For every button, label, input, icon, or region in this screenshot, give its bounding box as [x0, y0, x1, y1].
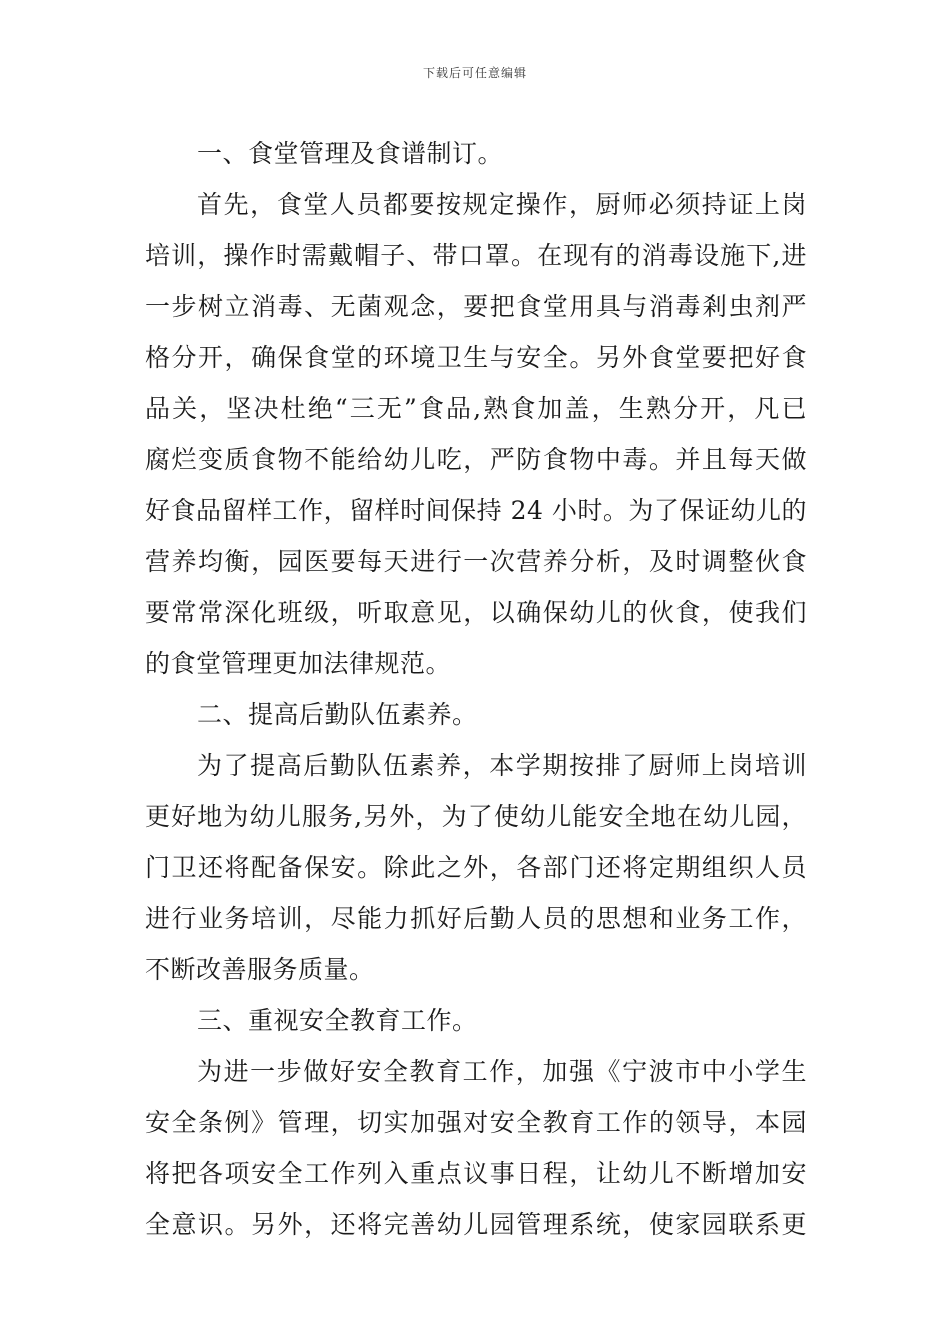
text-line: 好食品留样工作，留样时间保持 24 小时。为了保证幼儿的	[145, 496, 807, 525]
text-line: 一步树立消毒、无菌观念，要把食堂用具与消毒剎虫剂严	[145, 292, 807, 321]
text-line: 进行业务培训，尽能力抓好后勤人员的思想和业务工作，	[145, 904, 807, 933]
text-line: 格分开，确保食堂的环境卫生与安全。另外食堂要把好食	[145, 343, 807, 372]
text-line: 腐烂变质食物不能给幼儿吃，严防食物中毒。并且每天做	[145, 445, 807, 474]
text-line: 培训，操作时需戴帽子、带口罩。在现有的消毒设施下,进	[145, 241, 807, 270]
document-body	[145, 128, 807, 1250]
text-line: 品关，坚决杜绝“三无”食品,熟食加盖，生熟分开，凡已	[145, 394, 807, 423]
text-line: 全意识。另外，还将完善幼儿园管理系统，使家园联系更	[145, 1210, 807, 1239]
text-line: 为了提高后勤队伍素养，本学期按排了厨师上岗培训	[197, 751, 807, 780]
text-line: 二、提高后勤队伍素养。	[197, 700, 478, 729]
text-line: 三、重视安全教育工作。	[197, 1006, 478, 1035]
text-line: 要常常深化班级，听取意见，以确保幼儿的伙食，使我们	[145, 598, 807, 627]
text-line: 首先，食堂人员都要按规定操作，厨师必须持证上岗	[197, 190, 807, 219]
page-header-note: 下载后可任意编辑	[422, 66, 527, 80]
text-line: 安全条例》管理，切实加强对安全教育工作的领导，本园	[145, 1108, 807, 1137]
text-line: 将把各项安全工作列入重点议事日程，让幼儿不断增加安	[145, 1159, 807, 1188]
text-line: 的食堂管理更加法律规范。	[145, 649, 452, 678]
text-line: 一、食堂管理及食谱制订。	[197, 139, 504, 168]
text-line: 不断改善服务质量。	[145, 955, 375, 984]
text-line: 更好地为幼儿服务,另外，为了使幼儿能安全地在幼儿园，	[145, 802, 807, 831]
text-line: 门卫还将配备保安。除此之外，各部门还将定期组织人员	[145, 853, 807, 882]
text-line: 为进一步做好安全教育工作，加强《宁波市中小学生	[197, 1057, 807, 1086]
text-line: 营养均衡，园医要每天进行一次营养分析，及时调整伙食	[145, 547, 807, 576]
